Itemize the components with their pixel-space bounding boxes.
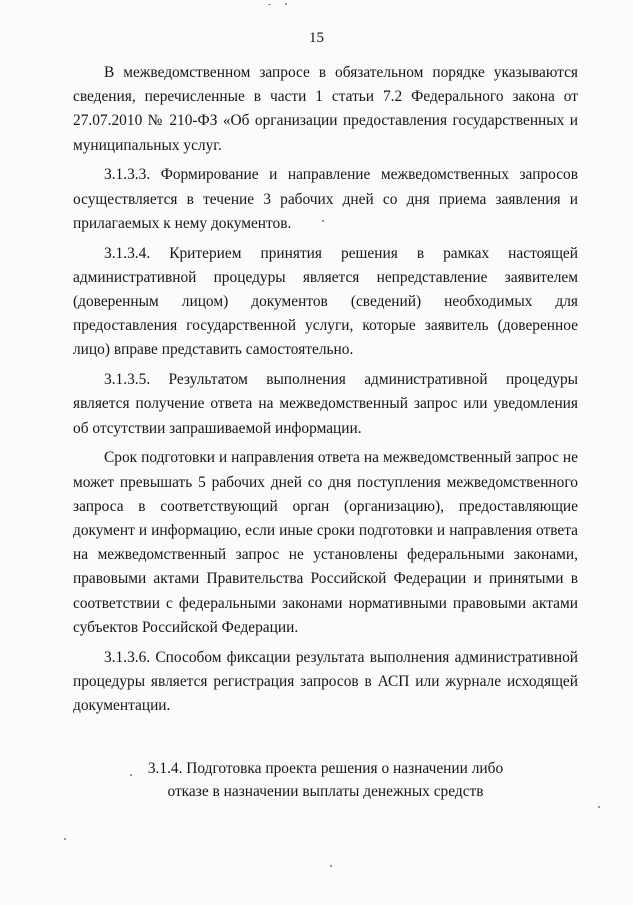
paragraph-3-1-3-5: 3.1.3.5. Результатом выполнения административной процедуры является получение ответа на межведомственный запрос или уведомления об отсутствии запрашиваемой информации. [73,371,578,437]
scan-speck [130,774,132,776]
section-heading-line-1: 3.1.4. Подготовка проекта решения о назначении либо [147,760,504,777]
scan-speck [598,806,600,808]
scan-speck [268,4,271,5]
section-heading-3-1-4 [73,758,578,803]
paragraph-3-1-3-4: 3.1.3.4. Критерием принятия решения в рамках настоящей административной процедуры является непредставление заявителем (доверенным лицом) документов (сведений) необходимых для предоставления государственной услуги, которые заявитель (доверенное лицо) вправе представить самостоятельно. [73,244,578,359]
page-number: 15 [309,30,324,46]
scan-speck [64,838,66,840]
section-heading-line-2: отказе в назначении выплаты денежных средств [167,782,484,800]
scan-speck [285,3,287,5]
document-body [73,61,578,718]
paragraph-response-deadline: Срок подготовки и направления ответа на межведомственный запрос не может превышать 5 рабочих дней со дня поступления межведомственного запроса в соответствующий орган (организацию), предоставляющие документ и информацию, если иные сроки подготовки и направления ответа на межведомственный запрос не установлены федеральными законами, правовыми актами Правительства Российской Федерации и принятыми в соответствии с федеральными законами нормативными правовыми актами субъектов Российской Федерации. [73,449,578,636]
scan-speck [322,220,324,222]
paragraph-3-1-3-3: 3.1.3.3. Формирование и направление межведомственных запросов осуществляется в течение 3 рабочих дней со дня приема заявления и прилагаемых к нему документов. [73,166,578,232]
paragraph-interagency-request-contents: В межведомственном запросе в обязательном порядке указываются сведения, перечисленные в части 1 статьи 7.2 Федерального закона от 27.07.2010 № 210-ФЗ «Об организации предоставления государственных и муниципальных услуг. [73,64,578,154]
paragraph-3-1-3-6: 3.1.3.6. Способом фиксации результата выполнения административной процедуры является регистрация запросов в АСП или журнале исходящей документации. [73,648,578,715]
scan-speck [330,865,332,867]
